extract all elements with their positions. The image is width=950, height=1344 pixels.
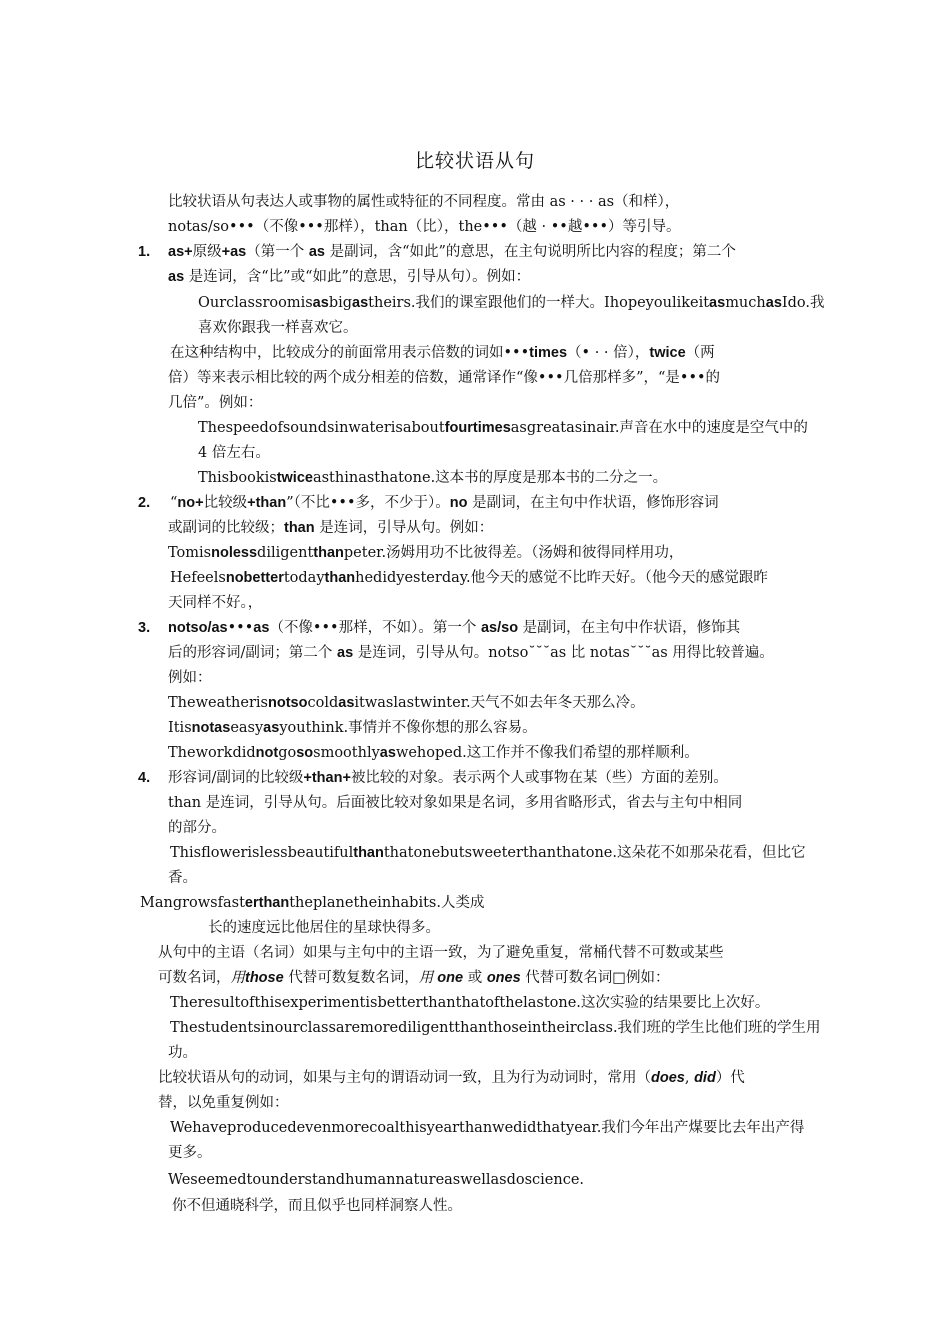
text-run: ”（不比•••多，不少于）。 <box>286 495 450 511</box>
text-run: 被比较的对象。表示两个人或事物在某（些）方面的差别。 <box>350 770 728 786</box>
text-run: Ido.我 <box>781 295 825 311</box>
text-run: 是副词，含“如此”的意思，在主句说明所比内容的程度；第二个 <box>324 244 736 260</box>
text-run: 是连词，引导从句。例如： <box>314 520 494 536</box>
bold-text: as <box>379 745 396 761</box>
text-run: asthinasthatone.这本书的厚度是那本书的二分之一。 <box>312 470 668 486</box>
text-line <box>168 543 683 563</box>
bold-text: than <box>353 845 384 861</box>
text-run: theirs.我们的课室跟他们的一样大。Ihopeyoulikeit <box>368 295 710 311</box>
bold-text: times <box>529 345 568 361</box>
text-line <box>168 718 537 738</box>
text-run: easy <box>230 720 264 736</box>
text-run: “ <box>170 495 178 511</box>
text-run: Hefeels <box>170 570 226 586</box>
text-line <box>168 518 493 538</box>
text-run: Theweatheris <box>168 695 268 711</box>
text-run: youthink.事情并不像你想的那么容易。 <box>279 720 537 736</box>
text-line <box>198 318 358 338</box>
text-run: 用 <box>418 970 434 986</box>
text-line <box>140 893 484 913</box>
text-run: （两 <box>685 345 715 361</box>
text-run: Itis <box>168 720 192 736</box>
text-line <box>170 343 715 363</box>
text-line <box>158 1068 745 1088</box>
bold-text: notas <box>191 720 231 736</box>
text-line <box>168 217 681 237</box>
text-run: 的部分。 <box>168 820 226 836</box>
text-run: asgreatasinair.声音在水中的速度是空气中的 <box>510 420 808 436</box>
text-run: 或副词的比较级； <box>168 520 284 536</box>
text-run: today <box>283 570 325 586</box>
text-line <box>170 1018 821 1038</box>
bold-text: as <box>709 295 726 311</box>
text-run: 是副词，在主句中作状语，修饰形容词 <box>467 495 719 511</box>
list-number: 4. <box>138 770 151 786</box>
bold-text: did <box>694 1070 716 1086</box>
text-run: Ourclassroomis <box>198 295 313 311</box>
text-line <box>172 1196 462 1216</box>
text-line <box>168 668 212 688</box>
bold-text: as+ <box>168 244 193 260</box>
bold-text: as <box>263 720 280 736</box>
text-line <box>208 918 440 938</box>
text-run: Theworkdid <box>168 745 256 761</box>
text-run: itwaslastwinter.天气不如去年冬天那么冷。 <box>354 695 645 711</box>
text-run: 替，以免重复例如： <box>158 1095 289 1111</box>
text-run: 长的速度远比他居住的星球快得多。 <box>208 920 440 936</box>
text-run: Thisbookis <box>198 470 277 486</box>
text-line <box>158 1093 289 1113</box>
bold-text: as <box>168 269 185 285</box>
text-run: 倍）等来表示相比较的两个成分相差的倍数，通常译作“像•••几倍那样多”，“是•••的 <box>168 370 721 386</box>
bold-text: as <box>352 295 369 311</box>
bold-text: does <box>651 1070 685 1086</box>
text-run: 几倍”。例如： <box>168 395 263 411</box>
bold-text: noless <box>211 545 258 561</box>
text-run: wehoped.这工作并不像我们希望的那样顺利。 <box>395 745 699 761</box>
text-run: 是连词，引导从句。notso˘˘˘as 比 notas˘˘˘as 用得比较普遍。 <box>353 645 774 661</box>
bold-text: those <box>245 970 284 986</box>
bold-text: than <box>313 545 344 561</box>
bold-text: as <box>338 695 355 711</box>
text-run: 是副词，在主句中作状语，修饰其 <box>518 620 741 636</box>
text-run: Thestudentsinourclassaremorediligentthanthoseintheirclass.我们班的学生比他们班的学生用 <box>170 1020 821 1036</box>
text-run: 从句中的主语（名词）如果与主句中的主语一致，为了避免重复，常桶代替不可数或某些 <box>158 945 724 961</box>
text-line <box>168 1143 212 1163</box>
bold-text: twice <box>276 470 313 486</box>
text-line <box>168 743 699 763</box>
text-run: Tomis <box>168 545 212 561</box>
text-run: much <box>725 295 766 311</box>
bold-text: so <box>296 745 314 761</box>
text-line <box>170 843 806 863</box>
bold-text: fourtimes <box>444 420 511 436</box>
text-run: big <box>328 295 353 311</box>
bold-text: as <box>308 244 325 260</box>
text-run: 功。 <box>168 1045 197 1061</box>
text-run: hedidyesterday.他今天的感觉不比昨天好。（他今天的感觉跟昨 <box>355 570 768 586</box>
text-run: Thisflowerisless <box>170 845 288 861</box>
text-run: 在这种结构中，比较成分的前面常用表示倍数的词如••• <box>170 345 530 361</box>
text-run: （• · · 倍）， <box>567 345 650 361</box>
text-line <box>168 267 530 287</box>
bold-text: twice <box>649 345 686 361</box>
bold-text: as <box>337 645 354 661</box>
text-run: 代替可数名词□例如： <box>520 970 670 986</box>
text-run: go <box>278 745 297 761</box>
text-run: 你不但通晓科学，而且似乎也同样洞察人性。 <box>172 1198 462 1214</box>
bold-text: as/so <box>480 620 519 636</box>
text-run: ••• <box>227 620 254 636</box>
list-number: 1. <box>138 244 151 260</box>
text-line <box>168 643 774 663</box>
bold-text: notso/as <box>168 620 228 636</box>
bold-text: nobetter <box>225 570 284 586</box>
text-run: 可数名词， <box>158 970 231 986</box>
text-run: 比较状语从句表达人或事物的属性或特征的不同程度。常由 as · · · as（和样）， <box>168 194 680 210</box>
text-run: 天同样不好。， <box>168 595 263 611</box>
bold-text: as <box>312 295 329 311</box>
text-run: 后的形容词/副词；第二个 <box>168 645 337 661</box>
bold-text: ones <box>486 970 521 986</box>
text-run: 例如： <box>168 670 212 686</box>
text-run: 是连词，含“比”或“如此”的意思，引导从句）。例如： <box>184 269 531 285</box>
text-run: diligent <box>257 545 314 561</box>
text-line <box>168 593 262 613</box>
bold-text: not <box>255 745 279 761</box>
text-run: Weseemedtounderstandhumannatureaswellasdoscience. <box>168 1172 585 1188</box>
text-line <box>198 468 667 488</box>
list-number: 2. <box>138 495 151 511</box>
bold-text: as <box>765 295 782 311</box>
text-run: 更多。 <box>168 1145 212 1161</box>
list-number: 3. <box>138 620 151 636</box>
text-line <box>168 793 742 813</box>
text-run: Wehaveproducedevenmorecoalthisyearthanwedidthatyear.我们今年出产煤要比去年出产得 <box>170 1120 805 1136</box>
text-run: peter.汤姆用功不比彼得差。（汤姆和彼得同样用功， <box>343 545 684 561</box>
text-line <box>168 1043 197 1063</box>
text-run: Theresultofthisexperimentisbetterthanthatofthelastone.这次实验的结果要比上次好。 <box>170 995 770 1011</box>
text-line <box>168 768 728 788</box>
text-run: than 是连词，引导从句。后面被比较对象如果是名词，多用省略形式，省去与主句中相同 <box>168 795 743 811</box>
text-run: 香。 <box>168 870 197 886</box>
bold-text: +than <box>247 495 287 511</box>
text-line <box>168 693 645 713</box>
text-line <box>198 293 824 313</box>
bold-text: +as <box>221 244 247 260</box>
text-line <box>168 618 740 638</box>
text-run: , <box>684 1070 695 1086</box>
text-run: 原级 <box>192 244 222 260</box>
bold-text: notso <box>268 695 308 711</box>
text-line <box>168 368 720 388</box>
text-line <box>168 242 736 262</box>
bold-text: +than+ <box>303 770 351 786</box>
text-run: 4 倍左右。 <box>198 445 270 461</box>
bold-text: as <box>253 620 270 636</box>
text-run: theplanetheinhabits.人类成 <box>289 895 485 911</box>
text-run: Mangrowsfast <box>140 895 245 911</box>
text-run: cold <box>307 695 339 711</box>
document-title: 比较状语从句 <box>414 150 535 172</box>
text-line <box>198 443 270 463</box>
text-line <box>168 393 262 413</box>
text-line <box>168 868 197 888</box>
text-run: notas/so•••（不像•••那样），than（比），the•••（越 · ••越•••）等引导。 <box>168 219 681 235</box>
bold-text: no+ <box>177 495 204 511</box>
text-run: 代替可数复数名词， <box>283 970 419 986</box>
text-run: ）代 <box>715 1070 745 1086</box>
text-run: thatonebutsweeterthanthatone.这朵花不如那朵花看，但比它 <box>383 845 806 861</box>
text-line <box>168 818 226 838</box>
text-line <box>158 968 669 988</box>
bold-text: than <box>284 520 315 536</box>
text-line <box>168 192 679 212</box>
text-run: 或 <box>463 970 487 986</box>
text-run: 比较状语从句的动词，如果与主句的谓语动词一致，且为行为动词时，常用（ <box>158 1070 651 1086</box>
text-line <box>170 493 719 513</box>
text-line <box>170 993 769 1013</box>
text-line <box>170 1118 804 1138</box>
text-run: 比较级 <box>203 495 248 511</box>
text-line <box>158 943 724 963</box>
text-line <box>170 568 768 588</box>
text-run: 形容词/副词的比较级 <box>168 770 304 786</box>
text-run: Thespeedofsoundsinwaterisabout <box>198 420 445 436</box>
text-line <box>198 418 808 438</box>
text-run: 喜欢你跟我一样喜欢它。 <box>198 320 358 336</box>
text-run: 用 <box>230 970 245 986</box>
bold-text: no <box>449 495 468 511</box>
text-run: smoothly <box>313 745 380 761</box>
text-run: （不像•••那样，不如）。第一个 <box>269 620 481 636</box>
bold-text: than <box>324 570 356 586</box>
bold-text: erthan <box>244 895 290 911</box>
text-run: （第一个 <box>246 244 309 260</box>
text-run: beautiful <box>287 845 354 861</box>
bold-text: one <box>433 970 464 986</box>
text-line <box>168 1170 584 1190</box>
